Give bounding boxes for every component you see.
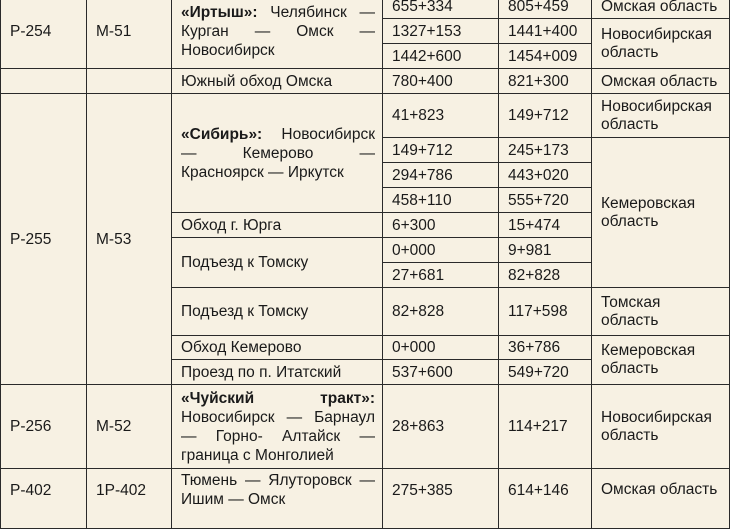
region: Омская область	[592, 0, 730, 19]
route-cell	[172, 0, 383, 69]
km-to: 821+300	[499, 69, 592, 94]
km-to: 805+459	[499, 0, 592, 19]
route-cell: Проезд по п. Итатский	[172, 360, 383, 385]
route-cell: Подъезд к Томску	[172, 238, 383, 288]
route-cell: Обход г. Юрга	[172, 213, 383, 238]
km-from: 537+600	[383, 360, 499, 385]
old-road-number: М-51	[87, 0, 172, 69]
km-to: 245+173	[499, 138, 592, 163]
table-row	[1, 69, 730, 94]
km-from: 655+334	[383, 0, 499, 19]
km-to: 36+786	[499, 336, 592, 360]
route-cell: Обход Кемерово	[172, 336, 383, 360]
km-from: 0+000	[383, 238, 499, 263]
km-from: 41+823	[383, 94, 499, 138]
route-cell	[172, 94, 383, 213]
km-from: 294+786	[383, 163, 499, 188]
route-name: «Сибирь»:	[181, 125, 263, 143]
route-cell: Подъезд к Томску	[172, 288, 383, 336]
region: Новосибирская область	[592, 19, 730, 69]
route-name: «Иртыш»:	[181, 4, 258, 21]
old-road-number	[87, 69, 172, 94]
km-to: 1454+009	[499, 44, 592, 69]
region: Томская область	[592, 288, 730, 336]
km-from: 28+863	[383, 385, 499, 469]
km-to: 15+474	[499, 213, 592, 238]
road-number: Р-402	[1, 469, 87, 529]
km-to: 117+598	[499, 288, 592, 336]
km-from: 27+681	[383, 263, 499, 288]
region: Новосибирская область	[592, 385, 730, 469]
km-from: 1327+153	[383, 19, 499, 44]
route-cell: Тюмень — Ялуторовск — Ишим — Омск	[172, 469, 383, 529]
km-to: 549+720	[499, 360, 592, 385]
km-to: 149+712	[499, 94, 592, 138]
km-from: 780+400	[383, 69, 499, 94]
km-to: 114+217	[499, 385, 592, 469]
route-text: Новосибирск — Барнаул — Горно- Алтайск — граница с Монголией	[181, 408, 375, 464]
region: Омская область	[592, 69, 730, 94]
region: Кемеровская область	[592, 336, 730, 385]
table-row	[1, 469, 730, 529]
route-cell	[172, 385, 383, 469]
old-road-number: М-53	[87, 94, 172, 385]
km-from: 82+828	[383, 288, 499, 336]
region: Кемеровская область	[592, 138, 730, 288]
km-from: 149+712	[383, 138, 499, 163]
table-row	[1, 385, 730, 469]
region: Новосибирская область	[592, 94, 730, 138]
region: Омская область	[592, 469, 730, 529]
route-text: Новосибирск — Кемерово — Красноярск — Иркутск	[181, 125, 375, 181]
km-to: 614+146	[499, 469, 592, 529]
km-from: 0+000	[383, 336, 499, 360]
road-number	[1, 69, 87, 94]
old-road-number: 1Р-402	[87, 469, 172, 529]
km-to: 82+828	[499, 263, 592, 288]
route-text: Челябинск — Курган — Омск — Новосибирск	[181, 4, 375, 59]
route-cell: Южный обход Омска	[172, 69, 383, 94]
old-road-number: М-52	[87, 385, 172, 469]
km-to: 443+020	[499, 163, 592, 188]
km-to: 555+720	[499, 188, 592, 213]
table-row	[1, 0, 730, 19]
km-from: 458+110	[383, 188, 499, 213]
road-number: Р-254	[1, 0, 87, 69]
road-number: Р-255	[1, 94, 87, 385]
table-row	[1, 94, 730, 138]
km-from: 275+385	[383, 469, 499, 529]
km-to: 9+981	[499, 238, 592, 263]
km-from: 1442+600	[383, 44, 499, 69]
km-to: 1441+400	[499, 19, 592, 44]
km-from: 6+300	[383, 213, 499, 238]
route-name: «Чуйский тракт»:	[181, 389, 375, 407]
road-number: Р-256	[1, 385, 87, 469]
